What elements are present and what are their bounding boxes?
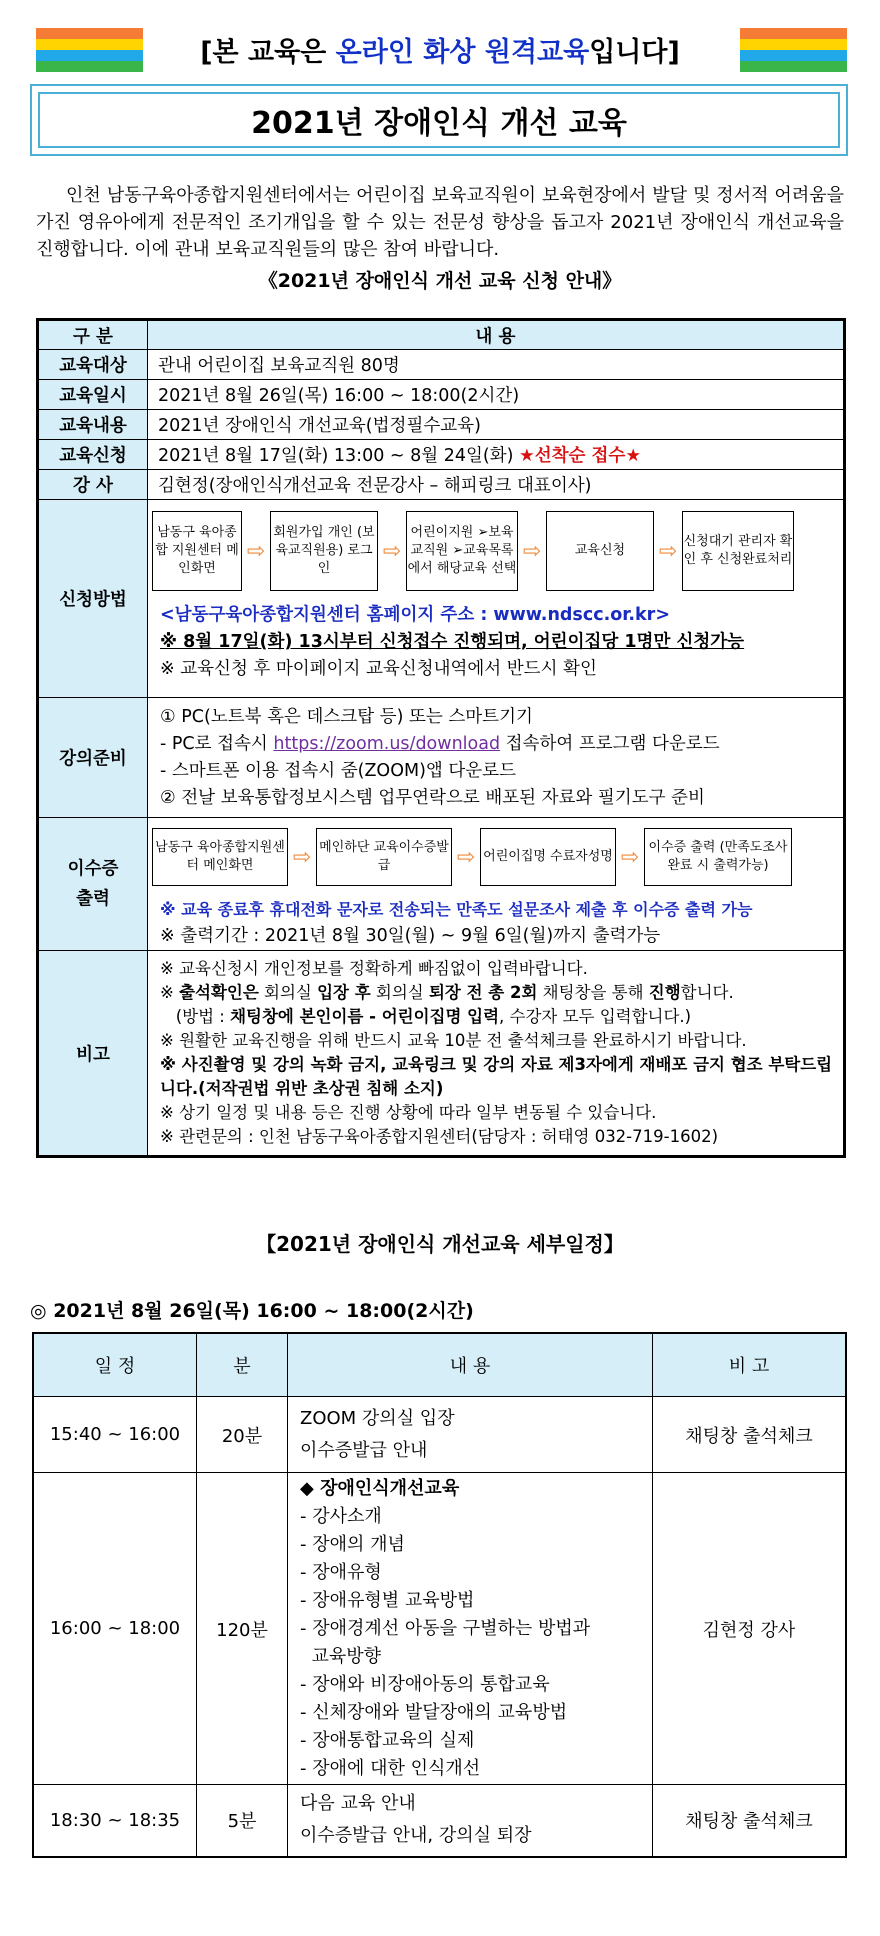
row2-item: - 장애와 비장애아동의 통합교육: [300, 1673, 550, 1695]
remark-4: ※ 원활한 교육진행을 위해 반드시 교육 10분 전 출석체크를 완료하시기 바랍니다.: [160, 1031, 747, 1050]
online-notice-banner: [본 교육은 온라인 화상 원격교육입니다]: [200, 37, 680, 68]
prep-line-4: ② 전날 보육통합정보시스템 업무연락으로 배포된 자료와 필기도구 준비: [160, 787, 705, 808]
row2-item: - 강사소개: [300, 1505, 382, 1527]
right-color-stripes: [740, 28, 847, 72]
apply-notice: ※ 8월 17일(화) 13시부터 신청접수 진행되며, 어린이집당 1명만 신청가능: [160, 632, 745, 652]
prep-line-2: - PC로 접속시: [160, 733, 274, 754]
flow-step: 이수증 출력 (만족도조사 완료 시 출력가능): [644, 828, 792, 886]
zoom-download-link[interactable]: https://zoom.us/download: [273, 733, 501, 754]
row3-content-2: 이수증발급 안내, 강의실 퇴장: [300, 1825, 532, 1847]
flow-step: 남동구 육아종합 지원센터 메인화면: [152, 511, 242, 591]
apply-check: ※ 교육신청 후 마이페이지 교육신청내역에서 반드시 확인: [160, 659, 597, 679]
remark-2: ※ 출석확인은 회의실 입장 후 회의실 퇴장 전 총 2회 채팅창을 통해 진행합니다.: [160, 983, 734, 1002]
remark-7: ※ 관련문의 : 인천 남동구육아종합지원센터(담당자 : 허태영 032-719-1602): [160, 1127, 719, 1146]
page-title: 2021년 장애인식 개선 교육: [38, 92, 840, 148]
cert-period: ※ 출력기간 : 2021년 8월 30일(월) ~ 9월 6일(월)까지 출력가능: [160, 926, 661, 946]
arrow-right-icon: ⇨: [246, 538, 266, 564]
row3-content-1: 다음 교육 안내: [300, 1793, 416, 1815]
date-label: 교육일시: [38, 380, 148, 410]
flow-step: 신청대기 관리자 확인 후 신청완료처리: [682, 511, 794, 591]
schedule-table: [32, 1332, 847, 1858]
row3-minutes: 5분: [197, 1785, 288, 1857]
application-table: 구 분 내 용 교육대상 관내 어린이집 보육교직원 80명 교육일시 2021년 8월 26일(목) 16:00 ~ 18:00(2시간) 교육내용 2021년 장애인식 개선교육(법정필수교육) 교육신청 2021년 8월 17일(화) 13:00 ~ 8월 24일(화) ★선착순 접수★ 강 사 김현정(장애인식개선교육 전문강사 – 해피링크 대표이사) 신청방법 남동구 육아종합 지원센터 메인화면 ⇨ 회원가입 개인 (보육교직원용) 로그인 ⇨ 어린이지원 ➢보육교직원 ➢교육목록에서 해당교육 선택 ⇨ 교육신청 ⇨ 신청대기 관리자 확인 후 신청완료처리 <남동구육아종합지원센터 홈페이지 주소 : www.ndscc.or.kr> ※ 8월 17일(화) 13시부터 신청접수 진행되며, 어린이집당 1명만 신청가능 ※ 교육신청 후 마이페이지 교육신청내역에서 반드시 확인 강의준비 ① PC(노트북 혹은 데스크탑 등) 또는 스마트기기 - PC로 접속시 https://zoom.us/download 접속하여 프로그램 다운로드 - 스마트폰 이용 접속시 줌(ZOOM)앱 다운로드 ② 전날 보육통합정보시스템 업무연락으로 배포된 자료와 필기도구 준비 이수증 출력 남동구 육아종합지원센터 메인화면 ⇨ 메인하단 교육이수증발급 ⇨ 어린이집명 수료자성명 ⇨ 이수증 출력 (만족도조사 완료 시 출력가능) ※ 교육 종료후 휴대전화 문자로 전송되는 만족도 설문조사 제출 후 이수증 출력 가능 ※ 출력기간 : 2021년 8월 30일(월) ~ 9월 6일(월)까지 출력가능 비고 ※ 교육신청시 개인정보를 정확하게 빠짐없이 입력바랍니다. ※ 출석확인은 회의실 입장 후 회의실 퇴장 전 총 2회 채팅창을 통해 진행합니다. (방법 : 채팅창에 본인이름 - 어린이집명 입력, 수강자 모두 입력합니다.) ※ 원활한 교육진행을 위해 반드시 교육 10분 전 출석체크를 완료하시기 바랍니다. ※ 사진촬영 및 강의 녹화 금지, 교육링크 및 강의 자료 제3자에게 재배포 금지 협조 부탁드립니다.(저작권법 위반 초상권 침해 소지) ※ 상기 일정 및 내용 등은 진행 상황에 따라 일부 변동될 수 있습니다. ※ 관련문의 : 인천 남동구육아종합지원센터(담당자 : 허태영 032-719-1602): [36, 318, 846, 1158]
cert-flow: [148, 818, 843, 896]
row2-note: 김현정 강사: [653, 1473, 847, 1785]
flow-step: 어린이집명 수료자성명: [480, 828, 616, 886]
cert-notice: ※ 교육 종료후 휴대전화 문자로 전송되는 만족도 설문조사 제출 후 이수증 출력 가능: [160, 900, 753, 919]
col-header-time: 일 정: [33, 1333, 197, 1397]
prep-line-1: ① PC(노트북 혹은 데스크탑 등) 또는 스마트기기: [160, 706, 533, 727]
row2-item: 교육방향: [300, 1645, 381, 1667]
content-label: 교육내용: [38, 410, 148, 440]
flow-step: 어린이지원 ➢보육교직원 ➢교육목록에서 해당교육 선택: [406, 511, 518, 591]
arrow-right-icon: ⇨: [456, 844, 476, 870]
arrow-right-icon: ⇨: [292, 844, 312, 870]
application-guide-title: 《2021년 장애인식 개선 교육 신청 안내》: [258, 270, 622, 292]
prep-label: 강의준비: [38, 698, 148, 818]
row2-item: - 신체장애와 발달장애의 교육방법: [300, 1701, 568, 1723]
row1-content-2: 이수증발급 안내: [300, 1439, 428, 1461]
arrow-right-icon: ⇨: [522, 538, 542, 564]
application-flow: [148, 500, 843, 602]
flow-step: 교육신청: [546, 511, 654, 591]
remark-1: ※ 교육신청시 개인정보를 정확하게 빠짐없이 입력바랍니다.: [160, 959, 588, 978]
arrow-right-icon: ⇨: [620, 844, 640, 870]
col-header-content: 내 용: [288, 1333, 653, 1397]
row2-item: - 장애에 대한 인식개선: [300, 1757, 481, 1779]
row2-time: 16:00 ~ 18:00: [33, 1473, 197, 1785]
row2-item: - 장애의 개념: [300, 1533, 405, 1555]
row2-content-head: ◆ 장애인식개선교육: [300, 1477, 460, 1499]
target-label: 교육대상: [38, 350, 148, 380]
apply-value: 2021년 8월 17일(화) 13:00 ~ 8월 24일(화): [158, 446, 520, 466]
arrow-right-icon: ⇨: [382, 538, 402, 564]
col-header-minutes: 분: [197, 1333, 288, 1397]
lecturer-label: 강 사: [38, 470, 148, 500]
row2-item: - 장애통합교육의 실제: [300, 1729, 475, 1751]
left-color-stripes: [36, 28, 143, 72]
lecturer-value: 김현정(장애인식개선교육 전문강사 – 해피링크 대표이사): [148, 470, 845, 500]
remark-3: (방법 : 채팅창에 본인이름 - 어린이집명 입력, 수강자 모두 입력합니다.): [160, 1007, 692, 1026]
flow-step: 회원가입 개인 (보육교직원용) 로그인: [270, 511, 378, 591]
flow-step: 남동구 육아종합지원센터 메인화면: [152, 828, 288, 886]
row1-time: 15:40 ~ 16:00: [33, 1397, 197, 1473]
flow-step: 메인하단 교육이수증발급: [316, 828, 452, 886]
first-come-badge: ★선착순 접수★: [519, 446, 642, 466]
row2-item: - 장애경계선 아동을 구별하는 방법과: [300, 1617, 591, 1639]
schedule-title: 【2021년 장애인식 개선교육 세부일정】: [256, 1232, 624, 1256]
row1-content-1: ZOOM 강의실 입장: [300, 1407, 455, 1429]
prep-line-3: - 스마트폰 이용 접속시 줌(ZOOM)앱 다운로드: [160, 760, 516, 781]
row2-item: - 장애유형별 교육방법: [300, 1589, 475, 1611]
row3-time: 18:30 ~ 18:35: [33, 1785, 197, 1857]
header-category: 구 분: [38, 320, 148, 350]
cert-label: 이수증 출력: [38, 818, 148, 951]
method-label: 신청방법: [38, 500, 148, 698]
remarks-label: 비고: [38, 951, 148, 1157]
row1-minutes: 20분: [197, 1397, 288, 1473]
title-box: [30, 84, 848, 156]
arrow-right-icon: ⇨: [658, 538, 678, 564]
schedule-date: ◎ 2021년 8월 26일(목) 16:00 ~ 18:00(2시간): [30, 1300, 474, 1322]
col-header-note: 비 고: [653, 1333, 847, 1397]
row3-note: 채팅창 출석체크: [653, 1785, 847, 1857]
row1-note: 채팅창 출석체크: [653, 1397, 847, 1473]
apply-label: 교육신청: [38, 440, 148, 470]
header-content: 내 용: [148, 320, 845, 350]
row2-item: - 장애유형: [300, 1561, 382, 1583]
date-value: 2021년 8월 26일(목) 16:00 ~ 18:00(2시간): [148, 380, 845, 410]
target-value: 관내 어린이집 보육교직원 80명: [148, 350, 845, 380]
intro-paragraph: 인천 남동구육아종합지원센터에서는 어린이집 보육교직원이 보육현장에서 발달 및 정서적 어려움을 가진 영유아에게 전문적인 조기개입을 할 수 있는 전문성 향상을 돕고자 2021년 장애인식 개선교육을 진행합니다. 이에 관내 보육교직원들의 많은 참여 바랍니다.: [36, 185, 844, 260]
remark-5: ※ 사진촬영 및 강의 녹화 금지, 교육링크 및 강의 자료 제3자에게 재배포 금지 협조 부탁드립니다.(저작권법 위반 초상권 침해 소지): [160, 1055, 833, 1098]
row2-minutes: 120분: [197, 1473, 288, 1785]
content-value: 2021년 장애인식 개선교육(법정필수교육): [148, 410, 845, 440]
homepage-address: <남동구육아종합지원센터 홈페이지 주소 : www.ndscc.or.kr>: [160, 605, 670, 625]
remark-6: ※ 상기 일정 및 내용 등은 진행 상황에 따라 일부 변동될 수 있습니다.: [160, 1103, 657, 1122]
